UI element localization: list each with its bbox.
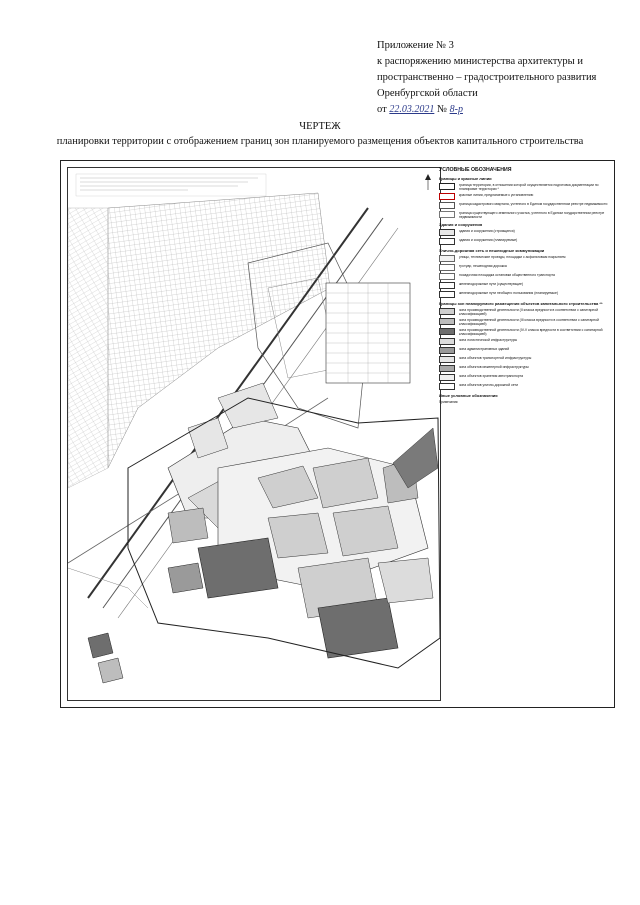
legend-swatch — [439, 273, 455, 280]
legend-panel — [439, 167, 609, 701]
legend-item — [439, 193, 609, 200]
legend-section-heading: Здания и сооружения — [439, 222, 483, 227]
legend-item-label: зона производственной деятельности (II класса вредности в соответствии с санитарной классификацией) — [459, 308, 599, 316]
legend-item — [439, 291, 609, 298]
legend-swatch — [439, 347, 455, 354]
legend-swatch — [439, 374, 455, 381]
legend-item-label: граница существующего земельного участка, учтенного в Едином государственном реестре недвижимости — [459, 211, 605, 219]
legend-swatch — [439, 264, 455, 271]
legend-item — [439, 183, 609, 191]
legend-item-label: граница кадастрового квартала, учтенного в Едином государственном реестре недвижимости — [459, 202, 608, 206]
legend-swatch — [439, 338, 455, 345]
header-line-3: пространственно – градостроительного развития — [377, 72, 597, 83]
legend-swatch — [439, 308, 455, 315]
legend-item-label: зона производственной деятельности (III класса вредности в соответствии с санитарной классификацией) — [459, 318, 599, 326]
legend-item — [439, 338, 609, 345]
document-title: ЧЕРТЕЖ — [299, 121, 341, 132]
legend-swatch — [439, 383, 455, 390]
header-line-2: к распоряжению министерства архитектуры и — [377, 56, 583, 67]
legend-item — [439, 202, 609, 209]
planning-map — [67, 167, 441, 701]
legend-swatch — [439, 291, 455, 298]
legend-other-title: Иные условные обозначения — [439, 393, 498, 398]
legend-item — [439, 211, 609, 219]
legend-section-heading: Улично-дорожная сеть и пешеходные коммуникации — [439, 248, 545, 253]
header-line-4: Оренбургской области — [377, 88, 478, 99]
legend-item — [439, 365, 609, 372]
legend-swatch — [439, 328, 455, 335]
legend-item — [439, 255, 609, 262]
legend-item — [439, 238, 609, 245]
date-prefix: от — [377, 104, 387, 115]
legend-item-label: тротуар, пешеходная дорожка — [459, 264, 507, 268]
legend-item-label: зона объектов транспортной инфраструктуры — [459, 356, 532, 360]
legend-swatch — [439, 365, 455, 372]
date-value: 22.03.2021 — [389, 104, 435, 115]
legend-item-label: здания и сооружения (планируемые) — [459, 238, 518, 242]
legend-swatch — [439, 229, 455, 236]
legend-item — [439, 308, 609, 316]
legend-item — [439, 356, 609, 363]
number-value: 8-р — [449, 104, 463, 115]
document-subtitle: планировки территории с отображением границ зон планируемого размещения объектов капитального строительства — [56, 136, 584, 147]
legend-title: УСЛОВНЫЕ ОБОЗНАЧЕНИЯ — [439, 167, 512, 173]
legend-item — [439, 374, 609, 381]
legend-swatch — [439, 183, 455, 190]
legend-item — [439, 264, 609, 271]
legend-swatch — [439, 356, 455, 363]
legend-item — [439, 383, 609, 390]
legend-item-label: зона объектов улично-дорожной сети — [459, 383, 519, 387]
legend-section-heading: Границы и красные линии — [439, 176, 492, 181]
legend-item-label: зона административных зданий — [459, 347, 510, 351]
legend-section-heading: Границы зон планируемого размещения объектов капитального строительства ** — [439, 301, 603, 306]
legend-item-label: зона объектов инженерной инфраструктуры — [459, 365, 529, 369]
legend-sections — [439, 176, 609, 390]
legend-item-label: железнодорожные пути (существующие) — [459, 282, 524, 286]
legend-swatch — [439, 318, 455, 325]
legend-item-label: зона производственной деятельности (IV-V класса вредности в соответствии с санитарной классификацией) — [459, 328, 603, 336]
legend-item — [439, 328, 609, 336]
legend-swatch — [439, 193, 455, 200]
legend-swatch — [439, 282, 455, 289]
legend-swatch — [439, 238, 455, 245]
planning-map-drawing — [68, 168, 441, 701]
header-line-1: Приложение № 3 — [377, 40, 454, 51]
legend-item — [439, 347, 609, 354]
legend-item — [439, 229, 609, 236]
legend-notes-title: Примечания: — [439, 400, 459, 404]
number-sign: № — [436, 104, 447, 115]
drawing-sheet — [60, 160, 615, 708]
legend-item-label: посадочная площадка остановки общественного транспорта — [459, 273, 555, 277]
legend-item-label: красные линии, предлагаемые к установлению — [459, 193, 534, 197]
header-block — [377, 38, 632, 118]
legend-item-label: улицы, технические проезды, площадки с асфальтовым покрытием — [459, 255, 566, 259]
legend-item — [439, 318, 609, 326]
legend-item — [439, 273, 609, 280]
legend-swatch — [439, 211, 455, 218]
legend-item-label: зона объектов хранения автотранспорта — [459, 374, 524, 378]
legend-swatch — [439, 202, 455, 209]
legend-item-label: железнодорожные пути необщего пользования (планируемые) — [459, 291, 558, 295]
legend-item-label: зона логистической инфраструктуры — [459, 338, 518, 342]
legend-item-label: граница территории, в отношении которой осуществляется подготовка документации по планировке территории * — [459, 183, 599, 191]
legend-item-label: здания и сооружения (строящиеся) — [459, 229, 515, 233]
header-date-line — [377, 102, 632, 118]
legend-swatch — [439, 255, 455, 262]
legend-item — [439, 282, 609, 289]
